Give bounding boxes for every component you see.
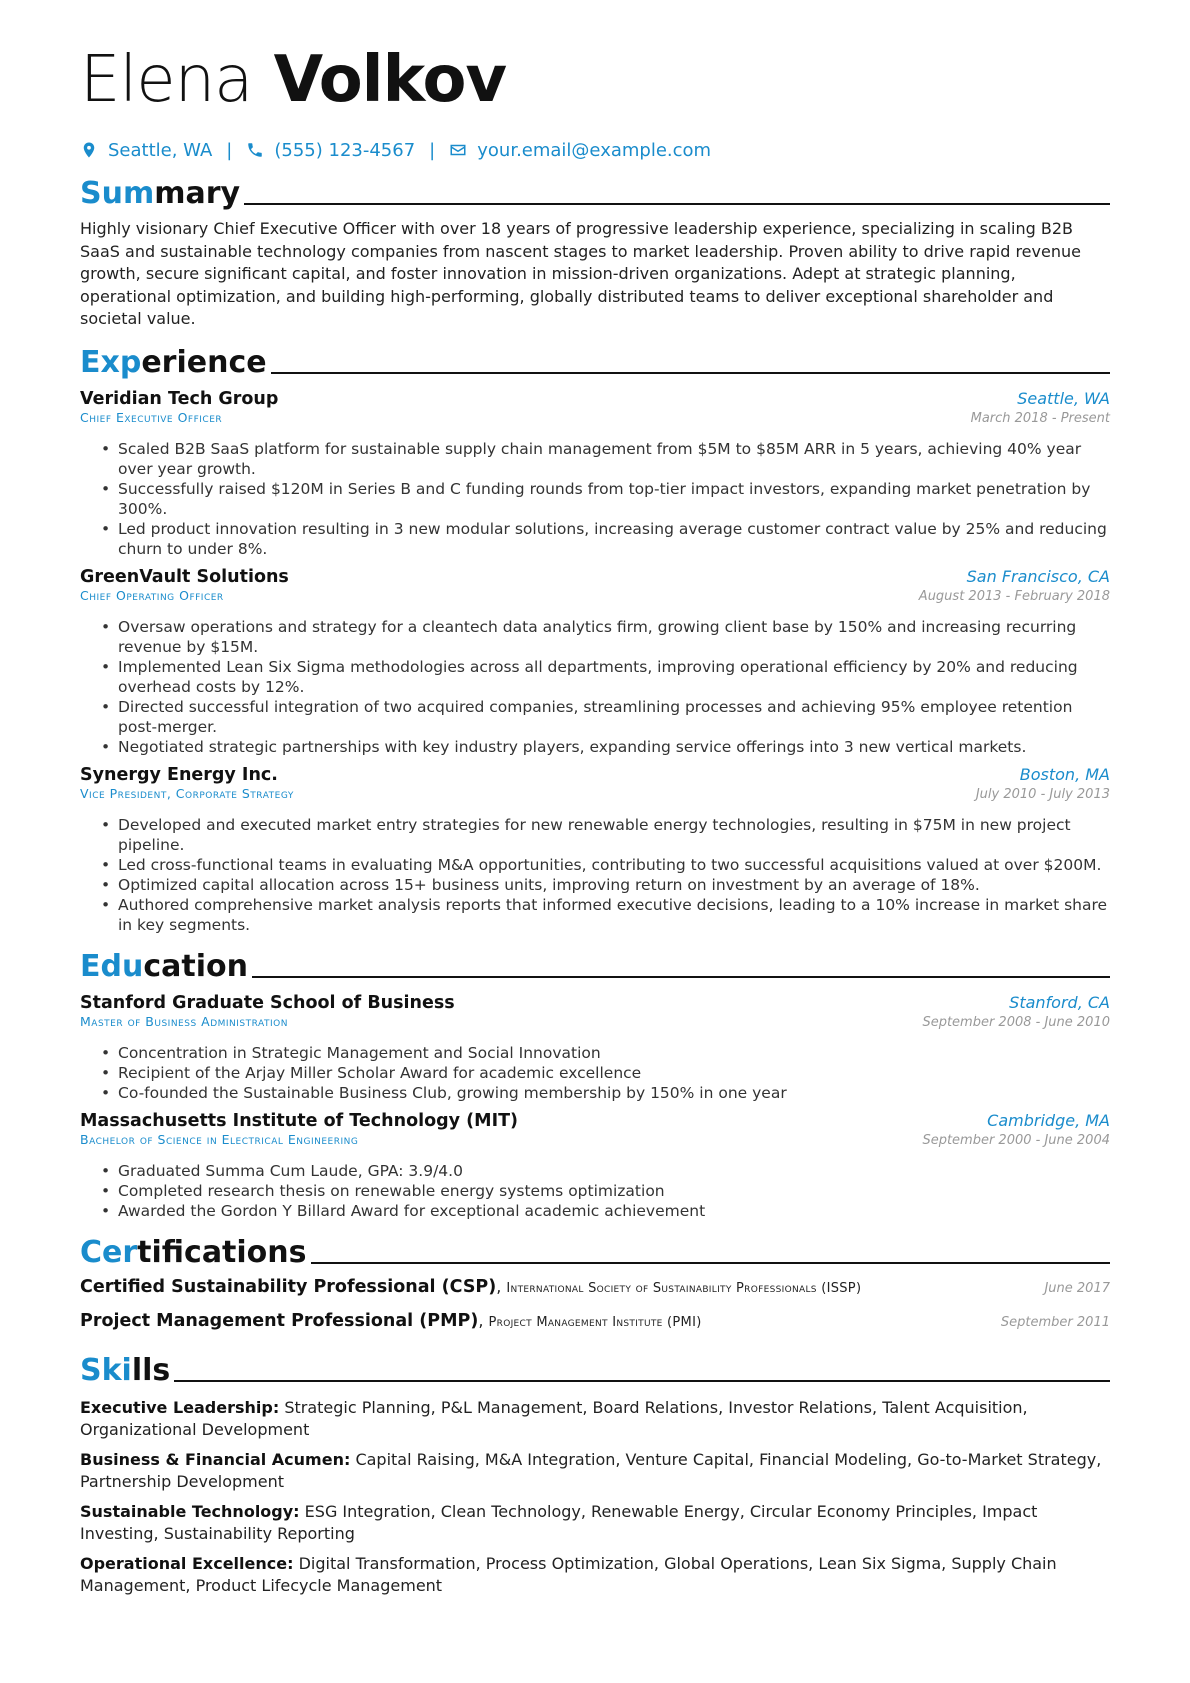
section-rule <box>271 372 1110 374</box>
certification-comma: , <box>496 1276 507 1296</box>
section-title-experience <box>80 341 1110 381</box>
section-title-accent: Sum <box>80 176 155 211</box>
section-title-accent: Ski <box>80 1352 132 1388</box>
section-rule <box>244 203 1110 205</box>
experience-entry-header <box>80 567 1110 587</box>
experience-list <box>80 389 1110 935</box>
section-title-rest: erience <box>141 344 267 380</box>
last-name: Volkov <box>273 43 507 117</box>
envelope-icon <box>449 141 467 159</box>
certification-left <box>80 1277 861 1297</box>
experience-bullet: • Developed and executed market entry strategies for new renewable energy technologies, resulting in $75M in new project pipeline. <box>116 815 1110 855</box>
education-entry <box>80 993 1110 1103</box>
education-bullet-list <box>80 1043 1110 1103</box>
certification-item <box>80 1277 1110 1305</box>
education-entry <box>80 1111 1110 1221</box>
skill-row <box>80 1553 1110 1597</box>
education-role: Master of Business Administration <box>80 1013 288 1029</box>
experience-bullet: • Implemented Lean Six Sigma methodologies across all departments, improving operational efficiency by 20% and reducing overhead costs by 12%. <box>116 657 1110 697</box>
certification-left <box>80 1311 702 1331</box>
email-link[interactable]: your.email@example.com <box>477 139 712 161</box>
section-title-certifications <box>80 1231 1110 1271</box>
experience-role: Chief Operating Officer <box>80 587 224 603</box>
experience-organization: GreenVault Solutions <box>80 566 289 587</box>
education-bullet: • Concentration in Strategic Management and Social Innovation <box>116 1043 1110 1063</box>
summary-text: Highly visionary Chief Executive Officer with over 18 years of progressive leadership experience, specializing in scaling B2B SaaS and sustainable technology companies from nascent stages to market leadership. Proven ability to drive rapid revenue growth, secure significant capital, and foster innovation in mission-driven organizations. Adept at strategic planning, operational optimization, and building high-performing, globally distributed teams to deliver exceptional shareholder and societal value. <box>80 219 1081 328</box>
phone-text: (555) 123-4567 <box>274 139 416 161</box>
experience-bullet: • Authored comprehensive market analysis reports that informed executive decisions, leading to a 10% increase in market share in key segments. <box>116 895 1110 935</box>
education-bullet: • Awarded the Gordon Y Billard Award for exceptional academic achievement <box>116 1201 1110 1221</box>
skill-category: Sustainable Technology: <box>80 1501 300 1521</box>
experience-bullet: • Led product innovation resulting in 3 new modular solutions, increasing average customer contract value by 25% and reducing churn to under 8%. <box>116 519 1110 559</box>
education-entry-subheader <box>80 1132 1110 1148</box>
experience-bullet-list <box>80 815 1110 935</box>
section-rule <box>174 1380 1110 1382</box>
experience-bullet-list <box>80 439 1110 559</box>
certification-name: Certified Sustainability Professional (CSP) <box>80 1276 497 1297</box>
section-title-rest: cation <box>143 948 248 984</box>
first-name: Elena <box>80 43 253 117</box>
certification-date: June 2017 <box>1044 1280 1110 1296</box>
experience-organization: Veridian Tech Group <box>80 388 279 409</box>
map-pin-icon <box>80 141 98 159</box>
education-bullet: • Co-founded the Sustainable Business Club, growing membership by 150% in one year <box>116 1083 1110 1103</box>
certification-item <box>80 1311 1110 1339</box>
phone-icon <box>246 141 264 159</box>
experience-bullet: • Oversaw operations and strategy for a cleantech data analytics firm, growing client base by 150% and increasing recurring revenue by $15M. <box>116 617 1110 657</box>
education-entry-subheader <box>80 1014 1110 1030</box>
experience-entry-subheader <box>80 410 1110 426</box>
section-title-accent: Cer <box>80 1234 138 1270</box>
education-organization: Massachusetts Institute of Technology (MIT) <box>80 1110 519 1131</box>
education-location: Stanford, CA <box>1009 992 1110 1012</box>
education-role: Bachelor of Science in Electrical Engineering <box>80 1131 359 1147</box>
education-bullet: • Completed research thesis on renewable energy systems optimization <box>116 1181 1110 1201</box>
education-bullet-list <box>80 1161 1110 1221</box>
section-title-rest: lls <box>131 1352 171 1388</box>
certification-list <box>80 1277 1110 1339</box>
education-dates: September 2008 - June 2010 <box>922 1014 1110 1030</box>
experience-entry <box>80 567 1110 757</box>
certification-name: Project Management Professional (PMP) <box>80 1310 479 1331</box>
section-title-rest: tifications <box>137 1234 307 1270</box>
experience-location: San Francisco, CA <box>966 566 1110 586</box>
education-entry-header <box>80 1111 1110 1131</box>
skill-row <box>80 1449 1110 1493</box>
candidate-name <box>80 44 1110 116</box>
experience-location: Seattle, WA <box>1017 388 1110 408</box>
education-bullet: • Graduated Summa Cum Laude, GPA: 3.9/4.0 <box>116 1161 1110 1181</box>
certification-issuer: Project Management Institute (PMI) <box>488 1314 702 1330</box>
contact-email[interactable] <box>449 140 711 161</box>
experience-role: Vice President, Corporate Strategy <box>80 785 294 801</box>
section-title-accent: Edu <box>80 948 144 984</box>
experience-entry-header <box>80 765 1110 785</box>
section-title-education <box>80 945 1110 985</box>
certification-issuer: International Society of Sustainability Professionals (ISSP) <box>506 1280 862 1296</box>
experience-bullet: • Scaled B2B SaaS platform for sustainable supply chain management from $5M to $85M ARR in 5 years, achieving 40% year over year growth. <box>116 439 1110 479</box>
contact-bar <box>80 138 1110 162</box>
skill-row <box>80 1397 1110 1441</box>
skill-category: Operational Excellence: <box>80 1553 294 1573</box>
certification-comma: , <box>478 1310 489 1330</box>
skill-values: Strategic Planning, P&L Management, Board Relations, Investor Relations, Talent Acquisition, Organizational Development <box>80 1397 1028 1439</box>
experience-bullet: • Optimized capital allocation across 15+ business units, improving return on investment by an average of 18%. <box>116 875 1110 895</box>
education-bullet: • Recipient of the Arjay Miller Scholar Award for academic excellence <box>116 1063 1110 1083</box>
education-location: Cambridge, MA <box>987 1110 1110 1130</box>
section-rule <box>252 976 1110 978</box>
section-title-summary <box>80 172 1110 212</box>
skill-values: Digital Transformation, Process Optimization, Global Operations, Lean Six Sigma, Supply Chain Management, Product Lifecycle Management <box>80 1553 1057 1595</box>
skills-list <box>80 1397 1110 1597</box>
experience-entry <box>80 765 1110 935</box>
experience-dates: March 2018 - Present <box>970 410 1110 426</box>
experience-bullet: • Led cross-functional teams in evaluating M&A opportunities, contributing to two successful acquisitions valued at over $200M. <box>116 855 1110 875</box>
education-dates: September 2000 - June 2004 <box>922 1132 1110 1148</box>
experience-dates: August 2013 - February 2018 <box>918 588 1110 604</box>
experience-entry-header <box>80 389 1110 409</box>
experience-bullet: • Negotiated strategic partnerships with key industry players, expanding service offerings into 3 new vertical markets. <box>116 737 1110 757</box>
contact-separator: | <box>226 139 233 161</box>
experience-bullet: • Directed successful integration of two acquired companies, streamlining processes and achieving 95% employee retention post-merger. <box>116 697 1110 737</box>
contact-location <box>80 140 212 161</box>
experience-role: Chief Executive Officer <box>80 409 223 425</box>
section-rule <box>311 1262 1110 1264</box>
certification-date: September 2011 <box>1000 1314 1110 1330</box>
section-title-accent: Exp <box>80 344 142 380</box>
section-title-rest: mary <box>154 176 241 211</box>
skill-row <box>80 1501 1110 1545</box>
experience-bullet: • Successfully raised $120M in Series B and C funding rounds from top-tier impact investors, expanding market penetration by 300%. <box>116 479 1110 519</box>
education-entry-header <box>80 993 1110 1013</box>
experience-bullet-list <box>80 617 1110 757</box>
skill-values: ESG Integration, Clean Technology, Renewable Energy, Circular Economy Principles, Impact Investing, Sustainability Reporting <box>80 1501 1038 1543</box>
skill-category: Business & Financial Acumen: <box>80 1449 351 1469</box>
location-text: Seattle, WA <box>108 139 213 161</box>
contact-separator: | <box>429 139 436 161</box>
education-list <box>80 993 1110 1221</box>
education-organization: Stanford Graduate School of Business <box>80 992 455 1013</box>
skill-values: Capital Raising, M&A Integration, Venture Capital, Financial Modeling, Go-to-Market Strategy, Partnership Development <box>80 1449 1102 1491</box>
skill-category: Executive Leadership: <box>80 1397 280 1417</box>
experience-dates: July 2010 - July 2013 <box>975 786 1110 802</box>
section-title-skills <box>80 1349 1110 1389</box>
experience-entry-subheader <box>80 588 1110 604</box>
experience-location: Boston, MA <box>1019 764 1110 784</box>
experience-organization: Synergy Energy Inc. <box>80 764 278 785</box>
experience-entry-subheader <box>80 786 1110 802</box>
contact-phone[interactable] <box>246 140 415 161</box>
experience-entry <box>80 389 1110 559</box>
